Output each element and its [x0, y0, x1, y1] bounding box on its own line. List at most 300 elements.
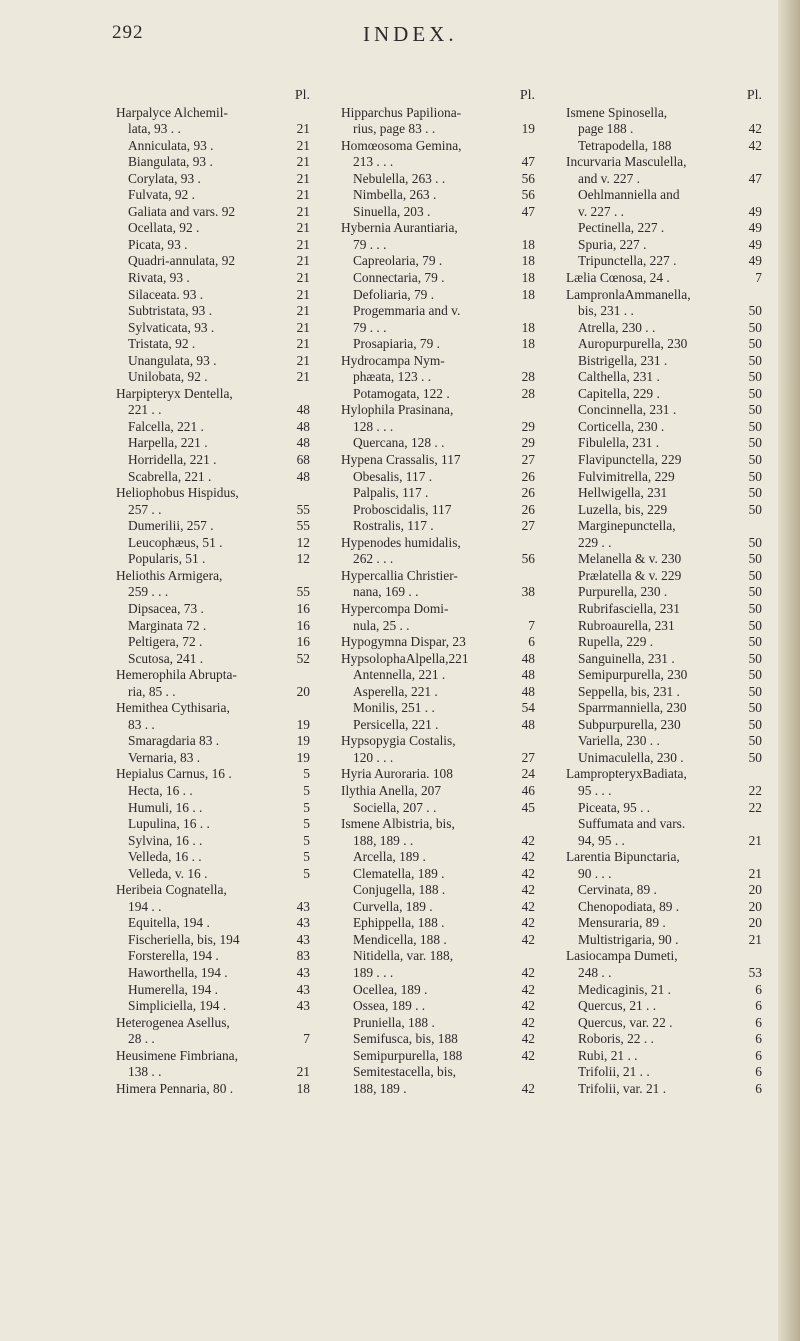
index-entry — [116, 237, 310, 254]
entry-name: Sparrmanniella, 230 — [578, 700, 687, 716]
index-entry — [566, 948, 762, 965]
index-entry — [566, 998, 762, 1015]
entry-plate-number: 21 — [296, 270, 310, 286]
entry-plate-number: 20 — [748, 898, 762, 914]
entry-name: lata, 93 . . — [128, 121, 181, 137]
entry-plate-number: 21 — [296, 352, 310, 368]
entry-plate-number: 48 — [296, 418, 310, 434]
page-title: INDEX. — [363, 22, 458, 46]
index-entry — [341, 237, 535, 254]
index-entry — [566, 253, 762, 270]
entry-name: Scutosa, 241 . — [128, 650, 204, 666]
entry-plate-number: 5 — [303, 832, 310, 848]
entry-name: bis, 231 . . — [578, 303, 634, 319]
index-entry — [116, 287, 310, 304]
entry-name: Cervinata, 89 . — [578, 882, 657, 898]
index-entry — [566, 833, 762, 850]
entry-name: Subpurpurella, 230 — [578, 716, 681, 732]
index-entry — [566, 1031, 762, 1048]
entry-plate-number: 43 — [296, 998, 310, 1014]
index-entry — [341, 270, 535, 287]
entry-name: Semipurpurella, 230 — [578, 667, 688, 683]
column-header-pl: Pl. — [519, 88, 535, 103]
entry-name: Horridella, 221 . — [128, 452, 217, 468]
entry-plate-number: 6 — [755, 1080, 762, 1096]
entry-plate-number: 6 — [755, 981, 762, 997]
entry-name: 138 . . — [128, 1064, 162, 1080]
index-entry — [566, 932, 762, 949]
index-entry — [566, 568, 762, 585]
index-entry — [341, 982, 535, 999]
entry-plate-number: 49 — [748, 203, 762, 219]
index-entry — [566, 899, 762, 916]
index-entry — [566, 618, 762, 635]
index-entry — [341, 287, 535, 304]
entry-plate-number — [515, 733, 535, 750]
entry-name: ria, 85 . . — [128, 683, 176, 699]
entry-plate-number — [290, 1048, 310, 1065]
index-entry — [341, 105, 535, 122]
entry-plate-number: 18 — [521, 286, 535, 302]
entry-plate-number: 45 — [521, 799, 535, 815]
index-entry — [116, 1064, 310, 1081]
entry-plate-number: 48 — [296, 402, 310, 418]
entry-plate-number: 5 — [303, 865, 310, 881]
entry-name: Fulvimitrella, 229 — [578, 468, 675, 484]
index-entry — [341, 1064, 535, 1081]
entry-plate-number: 47 — [521, 154, 535, 170]
entry-name: Spuria, 227 . — [578, 236, 647, 252]
entry-plate-number: 42 — [521, 964, 535, 980]
index-entry — [566, 353, 762, 370]
entry-name: Unilobata, 92 . — [128, 369, 208, 385]
entry-name: 248 . . — [578, 964, 612, 980]
entry-plate-number: 20 — [748, 915, 762, 931]
entry-name: 28 . . — [128, 1031, 155, 1047]
entry-name: 189 . . . — [353, 964, 394, 980]
index-entry — [116, 866, 310, 883]
entry-plate-number: 50 — [748, 600, 762, 616]
entry-name: Hyria Auroraria. 108 — [341, 766, 453, 782]
entry-name: Hepialus Carnus, 16 . — [116, 766, 232, 782]
index-entry — [341, 452, 535, 469]
entry-plate-number: 50 — [748, 567, 762, 583]
index-entry — [116, 154, 310, 171]
index-entry — [116, 766, 310, 783]
entry-plate-number: 19 — [521, 121, 535, 137]
entry-name: 188, 189 . — [353, 1080, 407, 1096]
entry-name: Trifolii, 21 . . — [578, 1064, 650, 1080]
entry-plate-number: 48 — [296, 468, 310, 484]
entry-plate-number: 46 — [521, 782, 535, 798]
index-entry — [116, 783, 310, 800]
index-entry — [116, 386, 310, 403]
entry-name: Humuli, 16 . . — [128, 799, 203, 815]
entry-plate-number: 48 — [521, 667, 535, 683]
entry-name: Humerella, 194 . — [128, 981, 218, 997]
entry-name: Subtristata, 93 . — [128, 303, 213, 319]
entry-name: Asperella, 221 . — [353, 683, 438, 699]
entry-plate-number: 50 — [748, 667, 762, 683]
index-entry — [116, 138, 310, 155]
entry-plate-number: 55 — [296, 584, 310, 600]
index-entry — [116, 502, 310, 519]
index-entry — [341, 138, 535, 155]
entry-plate-number — [290, 568, 310, 585]
index-entry — [116, 535, 310, 552]
index-entry — [116, 204, 310, 221]
entry-plate-number — [290, 882, 310, 899]
entry-plate-number — [290, 386, 310, 403]
index-entry — [116, 336, 310, 353]
index-entry — [566, 684, 762, 701]
entry-name: Hypercallia Christier- — [341, 567, 458, 583]
index-entry — [341, 435, 535, 452]
entry-plate-number: 28 — [521, 369, 535, 385]
index-entry — [116, 568, 310, 585]
index-entry — [116, 253, 310, 270]
index-entry — [341, 998, 535, 1015]
entry-plate-number: 42 — [748, 137, 762, 153]
column-header-pl: Pl. — [294, 88, 310, 103]
entry-plate-number: 53 — [748, 964, 762, 980]
index-entry — [566, 187, 762, 204]
index-entry — [116, 800, 310, 817]
index-entry — [341, 320, 535, 337]
entry-plate-number: 21 — [296, 286, 310, 302]
entry-name: v. 227 . . — [578, 203, 624, 219]
index-entry — [566, 320, 762, 337]
entry-name: 257 . . — [128, 501, 162, 517]
index-entry — [341, 783, 535, 800]
index-entry — [566, 717, 762, 734]
entry-name: Vernaria, 83 . — [128, 749, 201, 765]
entry-plate-number: 68 — [296, 452, 310, 468]
entry-name: Piceata, 95 . . — [578, 799, 651, 815]
entry-plate-number: 42 — [521, 832, 535, 848]
entry-name: Rubrifasciella, 231 — [578, 600, 680, 616]
entry-plate-number — [742, 948, 762, 965]
entry-name: 188, 189 . . — [353, 832, 414, 848]
entry-plate-number: 49 — [748, 220, 762, 236]
entry-plate-number: 7 — [303, 1031, 310, 1047]
entry-plate-number: 21 — [296, 303, 310, 319]
entry-plate-number: 21 — [748, 865, 762, 881]
entry-name: Ossea, 189 . . — [353, 998, 426, 1014]
entry-name: Nimbella, 263 . — [353, 187, 437, 203]
entry-plate-number: 42 — [521, 849, 535, 865]
entry-name: Hellwigella, 231 — [578, 485, 668, 501]
index-entry — [341, 965, 535, 982]
entry-name: Haworthella, 194 . — [128, 964, 228, 980]
index-entry — [566, 1048, 762, 1065]
index-entry — [341, 800, 535, 817]
entry-plate-number: 55 — [296, 501, 310, 517]
index-entry — [116, 998, 310, 1015]
entry-name: Ismene Albistria, bis, — [341, 816, 455, 832]
index-entry — [566, 651, 762, 668]
index-entry — [116, 320, 310, 337]
index-entry — [116, 452, 310, 469]
index-entry — [566, 700, 762, 717]
entry-plate-number: 48 — [521, 650, 535, 666]
index-entry — [341, 419, 535, 436]
entry-plate-number: 21 — [296, 319, 310, 335]
entry-name: Unimaculella, 230 . — [578, 749, 684, 765]
entry-name: Sociella, 207 . . — [353, 799, 437, 815]
entry-name: 128 . . . — [353, 418, 394, 434]
entry-name: Arcella, 189 . — [353, 849, 426, 865]
index-entry — [566, 303, 762, 320]
index-entry — [566, 733, 762, 750]
entry-name: Heliophobus Hispidus, — [116, 485, 239, 501]
entry-name: Marginepunctella, — [578, 518, 676, 534]
entry-plate-number: 50 — [748, 303, 762, 319]
entry-name: nana, 169 . . — [353, 584, 419, 600]
index-entry — [566, 866, 762, 883]
entry-plate-number: 42 — [521, 915, 535, 931]
entry-plate-number: 42 — [521, 1031, 535, 1047]
entry-name: Ismene Spinosella, — [566, 104, 668, 120]
index-entry — [116, 816, 310, 833]
index-entry — [341, 932, 535, 949]
entry-name: Larentia Bipunctaria, — [566, 849, 680, 865]
index-entry — [341, 684, 535, 701]
entry-name: Homœosoma Gemina, — [341, 137, 462, 153]
entry-name: Picata, 93 . — [128, 236, 188, 252]
entry-plate-number: 50 — [748, 369, 762, 385]
index-entry — [341, 1048, 535, 1065]
index-entry — [566, 849, 762, 866]
entry-name: Popularis, 51 . — [128, 551, 206, 567]
entry-name: Velleda, 16 . . — [128, 849, 202, 865]
entry-name: Pectinella, 227 . — [578, 220, 665, 236]
entry-name: Velleda, v. 16 . — [128, 865, 208, 881]
index-entry — [566, 800, 762, 817]
index-entry — [566, 667, 762, 684]
entry-name: Ocellata, 92 . — [128, 220, 200, 236]
entry-name: Mensuraria, 89 . — [578, 915, 666, 931]
entry-name: Rupella, 229 . — [578, 634, 654, 650]
entry-plate-number: 43 — [296, 981, 310, 997]
entry-plate-number: 42 — [521, 1014, 535, 1030]
index-entry — [341, 618, 535, 635]
entry-plate-number — [290, 667, 310, 684]
index-entry — [341, 535, 535, 552]
entry-plate-number: 22 — [748, 782, 762, 798]
index-entry — [116, 717, 310, 734]
index-entry — [566, 634, 762, 651]
entry-plate-number — [515, 816, 535, 833]
entry-name: Rivata, 93 . — [128, 270, 190, 286]
index-entry — [566, 270, 762, 287]
index-entry — [116, 518, 310, 535]
entry-plate-number: 47 — [521, 203, 535, 219]
index-entry — [341, 402, 535, 419]
entry-plate-number — [290, 1015, 310, 1032]
index-entry — [341, 766, 535, 783]
entry-name: Rostralis, 117 . — [353, 518, 434, 534]
index-entry — [566, 452, 762, 469]
entry-plate-number: 5 — [303, 799, 310, 815]
entry-name: Melanella & v. 230 — [578, 551, 682, 567]
index-entry — [116, 667, 310, 684]
page-header — [0, 22, 800, 62]
index-entry — [341, 750, 535, 767]
entry-plate-number — [515, 1064, 535, 1081]
index-entry — [341, 353, 535, 370]
entry-plate-number — [515, 601, 535, 618]
index-entry — [341, 899, 535, 916]
entry-name: Hypsopygia Costalis, — [341, 733, 456, 749]
index-entry — [566, 171, 762, 188]
entry-plate-number — [742, 816, 762, 833]
entry-plate-number: 50 — [748, 617, 762, 633]
entry-name: Harpipteryx Dentella, — [116, 385, 233, 401]
entry-name: Ocellea, 189 . — [353, 981, 428, 997]
entry-plate-number: 43 — [296, 898, 310, 914]
index-entry — [566, 882, 762, 899]
entry-name: Semifusca, bis, 188 — [353, 1031, 458, 1047]
entry-plate-number: 21 — [748, 931, 762, 947]
entry-plate-number: 21 — [748, 832, 762, 848]
entry-plate-number: 50 — [748, 749, 762, 765]
entry-plate-number: 50 — [748, 435, 762, 451]
entry-name: Flavipunctella, 229 — [578, 452, 682, 468]
entry-name: Tristata, 92 . — [128, 336, 196, 352]
index-entry — [116, 982, 310, 999]
entry-name: Ilythia Anella, 207 — [341, 782, 442, 798]
index-entry — [341, 1031, 535, 1048]
index-entry — [341, 882, 535, 899]
index-entry — [341, 204, 535, 221]
index-entry — [341, 171, 535, 188]
index-entry — [566, 386, 762, 403]
entry-name: Capreolaria, 79 . — [353, 253, 443, 269]
index-entry — [566, 435, 762, 452]
index-entry — [341, 833, 535, 850]
index-entry — [341, 915, 535, 932]
entry-plate-number: 12 — [296, 534, 310, 550]
entry-name: Scabrella, 221 . — [128, 468, 212, 484]
entry-plate-number: 21 — [296, 187, 310, 203]
index-entry — [566, 766, 762, 783]
entry-plate-number: 42 — [748, 121, 762, 137]
entry-name: Sylvina, 16 . . — [128, 832, 203, 848]
entry-plate-number — [515, 535, 535, 552]
entry-name: 94, 95 . . — [578, 832, 625, 848]
index-entry — [566, 204, 762, 221]
index-entry — [341, 369, 535, 386]
page-edge — [778, 0, 800, 1341]
entry-name: Heribeia Cognatella, — [116, 882, 227, 898]
index-column-1 — [116, 88, 310, 1097]
entry-name: Progemmaria and v. — [353, 303, 461, 319]
entry-name: Forsterella, 194 . — [128, 948, 219, 964]
index-entry — [566, 220, 762, 237]
entry-name: Calthella, 231 . — [578, 369, 660, 385]
entry-plate-number: 50 — [748, 733, 762, 749]
index-entry — [566, 1081, 762, 1098]
entry-plate-number: 43 — [296, 964, 310, 980]
index-entry — [116, 733, 310, 750]
entry-plate-number — [515, 220, 535, 237]
entry-name: Falcella, 221 . — [128, 418, 204, 434]
index-entry — [566, 584, 762, 601]
index-entry — [566, 601, 762, 618]
index-entry — [341, 568, 535, 585]
index-column-3 — [566, 88, 762, 1097]
entry-name: Fulvata, 92 . — [128, 187, 195, 203]
entry-name: Potamogata, 122 . — [353, 385, 450, 401]
index-entry — [566, 502, 762, 519]
entry-plate-number: 18 — [521, 253, 535, 269]
entry-name: Fischeriella, bis, 194 — [128, 931, 240, 947]
index-entry — [341, 866, 535, 883]
entry-plate-number: 26 — [521, 468, 535, 484]
index-entry — [116, 601, 310, 618]
entry-plate-number: 42 — [521, 865, 535, 881]
index-entry — [116, 220, 310, 237]
index-entry — [116, 485, 310, 502]
entry-plate-number: 56 — [521, 187, 535, 203]
entry-plate-number: 50 — [748, 468, 762, 484]
entry-plate-number: 42 — [521, 882, 535, 898]
entry-plate-number: 6 — [755, 1064, 762, 1080]
index-entry — [566, 121, 762, 138]
entry-plate-number: 6 — [755, 1031, 762, 1047]
index-entry — [116, 105, 310, 122]
entry-name: Quadri-annulata, 92 — [128, 253, 236, 269]
entry-name: Rubroaurella, 231 — [578, 617, 675, 633]
index-entry — [341, 220, 535, 237]
entry-name: Harpalyce Alchemil- — [116, 104, 228, 120]
entry-plate-number: 5 — [303, 766, 310, 782]
entry-plate-number: 56 — [521, 551, 535, 567]
entry-name: 221 . . — [128, 402, 162, 418]
index-entry — [341, 816, 535, 833]
entry-name: Sylvaticata, 93 . — [128, 319, 215, 335]
entry-plate-number: 19 — [296, 716, 310, 732]
entry-plate-number — [515, 303, 535, 320]
entry-name: Trifolii, var. 21 . — [578, 1080, 667, 1096]
index-entry — [566, 469, 762, 486]
entry-plate-number: 16 — [296, 617, 310, 633]
entry-plate-number — [290, 485, 310, 502]
entry-name: Heliothis Armigera, — [116, 567, 223, 583]
index-entry — [341, 551, 535, 568]
entry-name: Heusimene Fimbriana, — [116, 1047, 238, 1063]
entry-name: 259 . . . — [128, 584, 169, 600]
entry-plate-number: 7 — [528, 617, 535, 633]
column-header-pl: Pl. — [746, 88, 762, 103]
index-entry — [566, 237, 762, 254]
index-entry — [116, 618, 310, 635]
index-entry — [341, 584, 535, 601]
index-entry — [341, 717, 535, 734]
entry-name: 95 . . . — [578, 782, 612, 798]
index-entry — [566, 419, 762, 436]
entry-plate-number: 50 — [748, 551, 762, 567]
entry-name: Suffumata and vars. — [578, 816, 686, 832]
entry-plate-number: 43 — [296, 915, 310, 931]
entry-name: Quercus, 21 . . — [578, 998, 657, 1014]
entry-name: Nebulella, 263 . . — [353, 170, 446, 186]
entry-plate-number — [742, 105, 762, 122]
entry-name: nula, 25 . . — [353, 617, 410, 633]
entry-name: Medicaginis, 21 . — [578, 981, 671, 997]
entry-plate-number — [742, 849, 762, 866]
